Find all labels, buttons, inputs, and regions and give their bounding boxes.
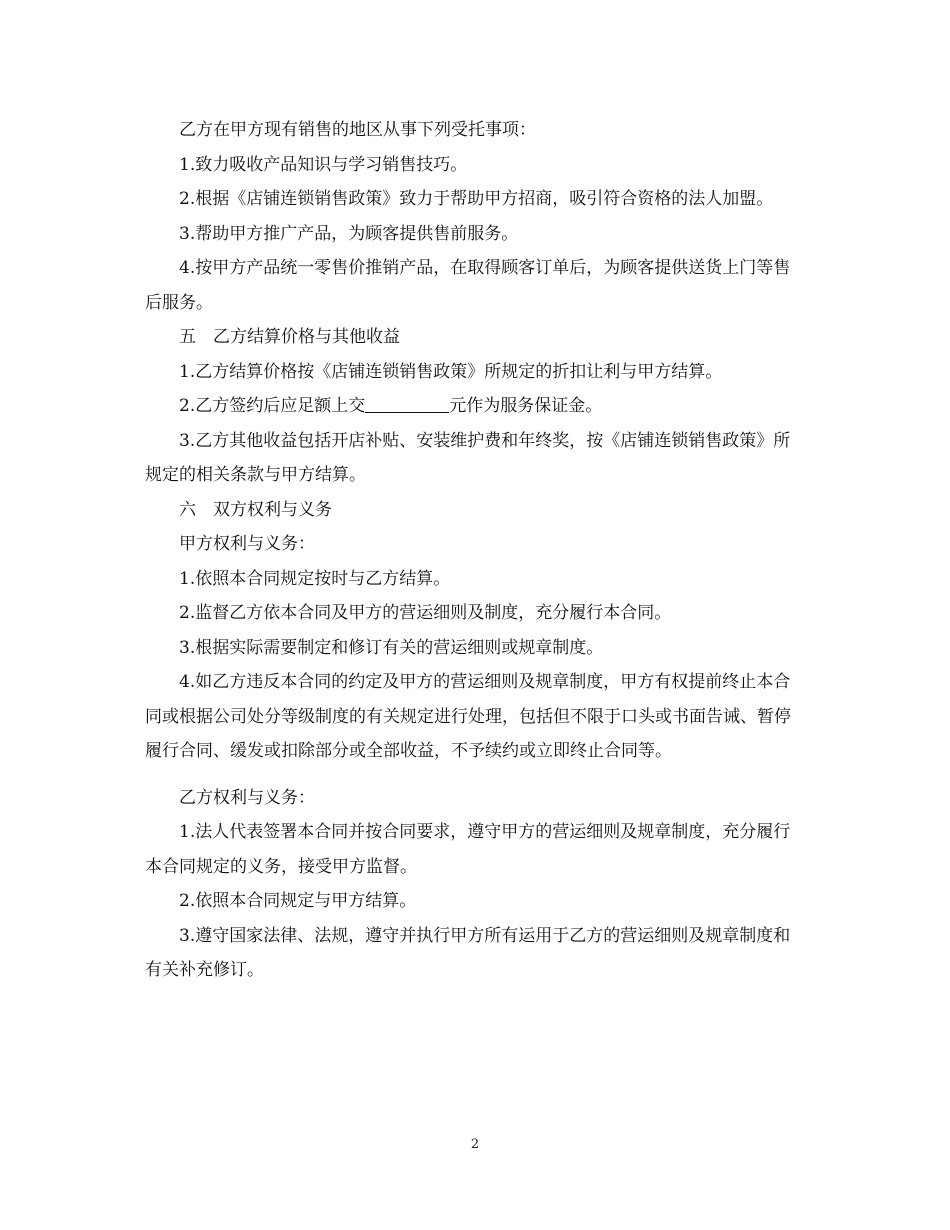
section-heading-6: 六 双方权利与义务 bbox=[179, 499, 332, 520]
paragraph-party-a-3: 3.根据实际需要制定和修订有关的营运细则或规章制度。 bbox=[179, 637, 604, 658]
paragraph-party-b-2: 2.依照本合同规定与甲方结算。 bbox=[179, 891, 417, 911]
paragraph-item-2: 2.根据《店铺连锁销售政策》致力于帮助甲方招商，吸引符合资格的法人加盟。 bbox=[179, 189, 774, 209]
paragraph-party-a-2: 2.监督乙方依本合同及甲方的营运细则及制度，充分履行本合同。 bbox=[179, 603, 672, 623]
paragraph-party-b-3: 3.遵守国家法律、法规，遵守并执行甲方所有运用于乙方的营运细则及规章制度和有关补充修订。 bbox=[145, 925, 791, 980]
paragraph-party-b-1: 1.法人代表签署本合同并按合同要求，遵守甲方的营运细则及规章制度，充分履行本合同规定的义务，接受甲方监督。 bbox=[145, 822, 791, 877]
subheading-party-b: 乙方权利与义务： bbox=[179, 787, 315, 808]
paragraph-entrusted-matters-intro: 乙方在甲方现有销售的地区从事下列受托事项： bbox=[179, 120, 536, 140]
paragraph-item-3: 3.帮助甲方推广产品，为顾客提供售前服务。 bbox=[179, 223, 519, 244]
deposit-text-before: 2.乙方签约后应足额上交 bbox=[179, 396, 366, 416]
deposit-amount-blank bbox=[365, 395, 449, 413]
deposit-text-after: 元作为服务保证金。 bbox=[449, 396, 603, 416]
subheading-party-a: 甲方权利与义务： bbox=[179, 534, 315, 554]
paragraph-settlement-1: 1.乙方结算价格按《店铺连锁销售政策》所规定的折扣让利与甲方结算。 bbox=[179, 361, 723, 382]
paragraph-party-a-1: 1.依照本合同规定按时与乙方结算。 bbox=[179, 568, 451, 589]
paragraph-other-income: 3.乙方其他收益包括开店补贴、安装维护费和年终奖，按《店铺连锁销售政策》所规定的相关条款与甲方结算。 bbox=[145, 430, 791, 485]
page-number: 2 bbox=[470, 1137, 480, 1152]
paragraph-party-a-4: 4.如乙方违反本合同的约定及甲方的营运细则及规章制度，甲方有权提前终止本合同或根据公司处分等级制度的有关规定进行处理，包括但不限于口头或书面告诫、暂停履行合同、缓发或扣除部分或全部收益，不予续约或立即终止合同等。 bbox=[145, 672, 791, 761]
paragraph-item-1: 1.致力吸收产品知识与学习销售技巧。 bbox=[179, 154, 468, 175]
paragraph-deposit bbox=[145, 389, 805, 424]
document-body bbox=[145, 113, 805, 988]
section-heading-5: 五 乙方结算价格与其他收益 bbox=[179, 327, 400, 347]
paragraph-item-4: 4.按甲方产品统一零售价推销产品，在取得顾客订单后，为顾客提供送货上门等售后服务。 bbox=[145, 258, 791, 313]
